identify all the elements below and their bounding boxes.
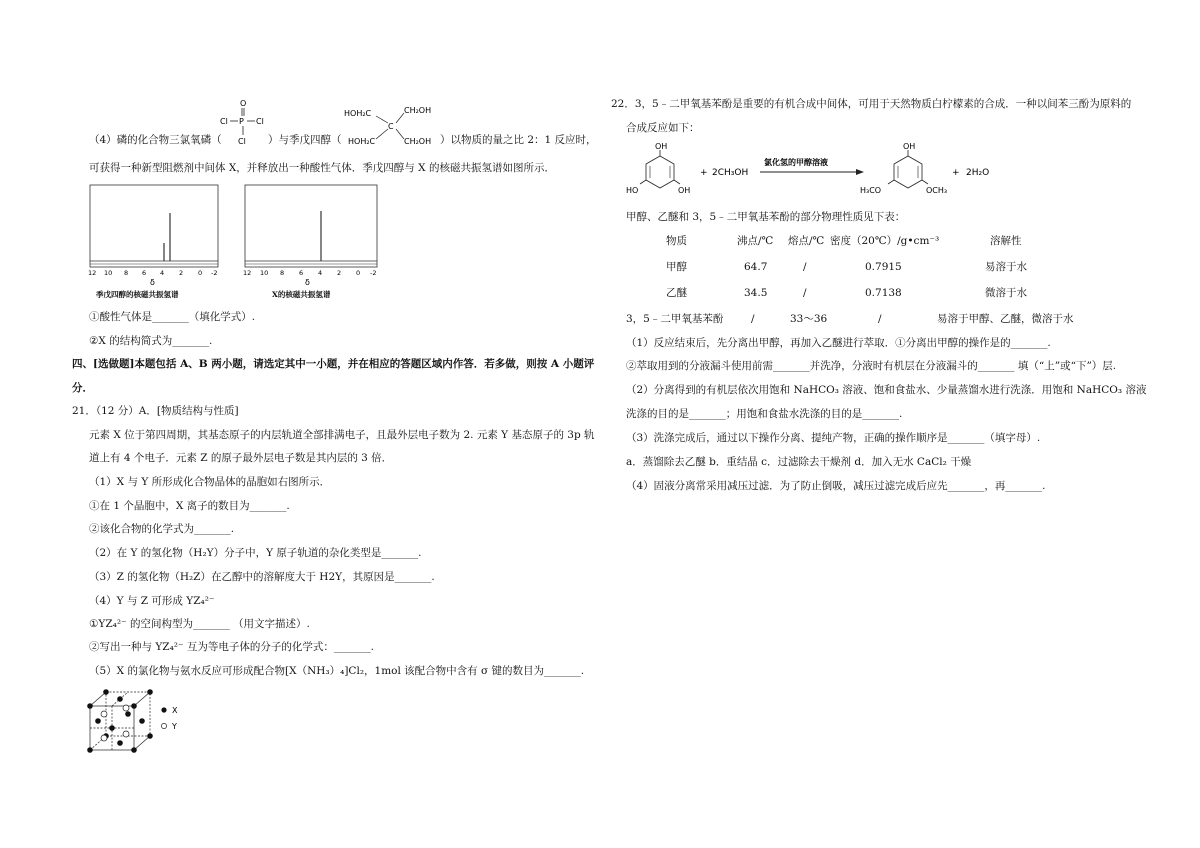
- p4-line2: 可获得一种新型阻燃剂中间体 X，并释放出一种酸性气体．季戊四醇与 X 的核磁共振氢谱如图所示．: [89, 162, 555, 174]
- penta-c: C: [388, 122, 394, 131]
- p4-line1c: ）以物质的量之比 2：1 反应时，: [440, 134, 597, 146]
- q21-part1b: ②该化合物的化学式为_______.: [89, 523, 235, 535]
- pocl3-o: O: [240, 99, 247, 108]
- nmr2-tick-0: 0: [356, 269, 361, 277]
- nmr1-caption: 季戊四醇的核磁共振氢谱: [96, 290, 179, 299]
- q22-part1b: ②萃取用到的分液漏斗使用前需_______并洗净，分液时有机层在分液漏斗的_______ 填（“上”或“下”）层.: [626, 360, 1117, 372]
- p4-line1a: （4）磷的化合物三氯氧磷（: [89, 134, 222, 146]
- q21-part4a: ①YZ₄²⁻ 的空间构型为_______ （用文字描述）.: [89, 618, 310, 630]
- pocl3-cl-right: Cl: [256, 117, 264, 126]
- table-row2-solubility: 微溶于水: [985, 287, 1027, 299]
- nmr2-tick-6: 6: [299, 269, 304, 277]
- unit-cell-figure: [84, 686, 204, 756]
- q21-intro-line2: 道上有 4 个电子．元素 Z 的原子最外层电子数是其内层的 3 倍．: [89, 452, 393, 464]
- table-row1-mp: /: [803, 261, 807, 273]
- table-row3-density: /: [878, 313, 882, 325]
- table-row1-density: 0.7915: [865, 261, 902, 273]
- product-oh: OH: [903, 142, 916, 151]
- nmr2-tick-neg2: -2: [370, 269, 377, 277]
- nmr-spectrum-pentaerythritol: [88, 183, 223, 303]
- nmr1-tick-neg2: -2: [211, 269, 218, 277]
- q22-part1: （1）反应结束后，先分离出甲醇，再加入乙醚进行萃取．①分离出甲醇的操作是的_______.: [626, 337, 1051, 349]
- nmr2-ticks: [243, 269, 376, 277]
- q21-part1a: ①在 1 个晶胞中，X 离子的数目为_______.: [89, 500, 290, 512]
- table-header-bp: 沸点/℃: [737, 235, 774, 247]
- table-row2-density: 0.7138: [865, 287, 902, 299]
- nmr2-tick-8: 8: [280, 269, 285, 277]
- reagent-methanol: 2CH₃OH: [712, 168, 749, 178]
- product-dimethoxyphenol: [860, 142, 947, 195]
- nmr2-frame: [245, 185, 377, 267]
- q22-part3-options: a．蒸馏除去乙醚 b．重结晶 c．过滤除去干燥剂 d．加入无水 CaCl₂ 干燥: [626, 456, 972, 468]
- q21-part2: （2）在 Y 的氢化物（H₂Y）分子中，Y 原子轨道的杂化类型是_______.: [89, 547, 422, 559]
- nmr1-frame: [90, 185, 218, 267]
- reactant-ho-left: HO: [626, 186, 639, 195]
- product-och3-left: H₃CO: [860, 186, 882, 195]
- nmr1-tick-10: 10: [104, 269, 113, 277]
- table-row3-bp: /: [751, 313, 755, 325]
- q22-line1: 22．3，5﹣二甲氧基苯酚是重要的有机合成中间体，可用于天然物质白柠檬素的合成．一种以间苯三酚为原料的: [611, 98, 1132, 110]
- p4-line1b: ）与季戊四醇（: [268, 134, 342, 146]
- nmr2-tick-4: 4: [318, 269, 323, 277]
- penta-bl: HOH₂C: [348, 137, 376, 146]
- nmr-spectrum-x: [243, 183, 383, 303]
- table-header-density: 密度（20℃）/g•cm⁻³: [830, 235, 940, 247]
- legend-x-dot: [161, 707, 166, 712]
- reaction-scheme: [620, 140, 1000, 204]
- q21-intro-line1: 元素 X 位于第四周期，其基态原子的内层轨道全部排满电子，且最外层电子数为 2. 元素 Y 基态原子的 3p 轨: [89, 429, 595, 441]
- q22-line2: 合成反应如下：: [626, 122, 700, 134]
- table-header-mp: 熔点/℃: [788, 235, 825, 247]
- q21-part4b: ②写出一种与 YZ₄²⁻ 互为等电子体的分子的化学式：_______.: [89, 641, 374, 653]
- q22-part2-line1: （2）分离得到的有机层依次用饱和 NaHCO₃ 溶液、饱和食盐水、少量蒸馏水进行洗涤．用饱和 NaHCO₃ 溶液: [626, 384, 1147, 396]
- table-row2-mp: /: [803, 287, 807, 299]
- table-row1-bp: 64.7: [744, 261, 768, 273]
- q22-part3: （3）洗涤完成后，通过以下操作分离、提纯产物，正确的操作顺序是_______（填字母）.: [626, 432, 1041, 444]
- legend-x-label: X: [172, 706, 178, 715]
- nmr1-tick-2: 2: [179, 269, 184, 277]
- reactant-oh-right: OH: [678, 186, 691, 195]
- legend-y-dot: [161, 723, 166, 728]
- nmr2-tick-2: 2: [337, 269, 342, 277]
- q22-part2-line2: 洗涤的目的是_______；用饱和食盐水洗涤的目的是_______.: [626, 408, 903, 420]
- reaction-condition: 氯化氢的甲醇溶液: [764, 158, 828, 167]
- q-x-structure: ②X 的结构简式为_______.: [89, 335, 213, 347]
- table-row2-bp: 34.5: [744, 287, 768, 299]
- penta-tr: CH₂OH: [404, 106, 432, 115]
- nmr2-caption: X的核磁共振氢谱: [272, 290, 331, 299]
- q21-part5: （5）X 的氯化物与氨水反应可形成配合物[X（NH₃）₄]Cl₂，1mol 该配合物中含有 σ 键的数目为_______.: [89, 665, 585, 677]
- table-row3-substance: 3，5﹣二甲氧基苯酚: [626, 313, 724, 325]
- nmr1-ticks: [88, 269, 217, 277]
- plus-sign-2: +: [952, 168, 960, 178]
- section4-heading-line2: 分．: [72, 382, 93, 394]
- unit-cell-x-atoms: [87, 689, 153, 753]
- nmr1-delta: δ: [150, 278, 155, 287]
- pocl3-cl-left: Cl: [220, 117, 228, 126]
- product-och3-right: OCH₃: [926, 186, 948, 195]
- nmr1-tick-0: 0: [198, 269, 203, 277]
- q22-part4: （4）固液分离常采用减压过滤．为了防止倒吸，减压过滤完成后应先_______，再_______.: [626, 480, 1046, 492]
- legend-y-label: Y: [172, 722, 177, 731]
- product-water: 2H₂O: [966, 168, 990, 178]
- nmr1-tick-6: 6: [142, 269, 147, 277]
- penta-br: CH₂OH: [404, 137, 432, 146]
- plus-sign-1: +: [700, 168, 708, 178]
- pocl3-cl-bottom: Cl: [238, 137, 246, 146]
- reactant-oh-top: OH: [655, 142, 668, 151]
- q21-title: 21．（12 分）A．[物质结构与性质]: [72, 405, 239, 417]
- q21-part1: （1）X 与 Y 所形成化合物晶体的晶胞如右图所示．: [89, 476, 331, 488]
- table-row1-substance: 甲醇: [666, 261, 687, 273]
- table-header-solubility: 溶解性: [990, 235, 1022, 247]
- pocl3-structure-figure: [218, 96, 268, 148]
- table-row2-substance: 乙醚: [666, 287, 687, 299]
- q-acid-gas: ①酸性气体是_______（填化学式）.: [89, 311, 256, 323]
- pocl3-p: P: [239, 117, 244, 126]
- nmr2-tick-12: 12: [243, 269, 252, 277]
- penta-tl: HOH₂C: [344, 109, 372, 118]
- nmr1-tick-12: 12: [88, 269, 97, 277]
- q21-part3: （3）Z 的氢化物（H₂Z）在乙醇中的溶解度大于 H2Y，其原因是_______.: [89, 571, 435, 583]
- q21-part4: （4）Y 与 Z 可形成 YZ₄²⁻: [89, 595, 215, 607]
- unit-cell-y-atoms: [101, 705, 129, 741]
- pentaerythritol-structure-figure: [342, 104, 442, 150]
- table-row1-solubility: 易溶于水: [985, 261, 1027, 273]
- nmr1-tick-4: 4: [160, 269, 165, 277]
- table-header-substance: 物质: [666, 235, 687, 247]
- reactant-phloroglucinol: [626, 142, 690, 195]
- section4-heading-line1: 四、[选做题]本题包括 A、B 两小题，请选定其中一小题，并在相应的答题区域内作答．若多做，则按 A 小题评: [72, 358, 595, 370]
- table-row3-mp: 33～36: [790, 313, 828, 325]
- nmr2-tick-10: 10: [260, 269, 269, 277]
- nmr2-delta: δ: [305, 278, 310, 287]
- nmr1-tick-8: 8: [124, 269, 129, 277]
- table-row3-solubility: 易溶于甲醇、乙醚，微溶于水: [937, 313, 1074, 325]
- properties-intro: 甲醇、乙醚和 3，5﹣二甲氧基苯酚的部分物理性质见下表：: [626, 211, 906, 223]
